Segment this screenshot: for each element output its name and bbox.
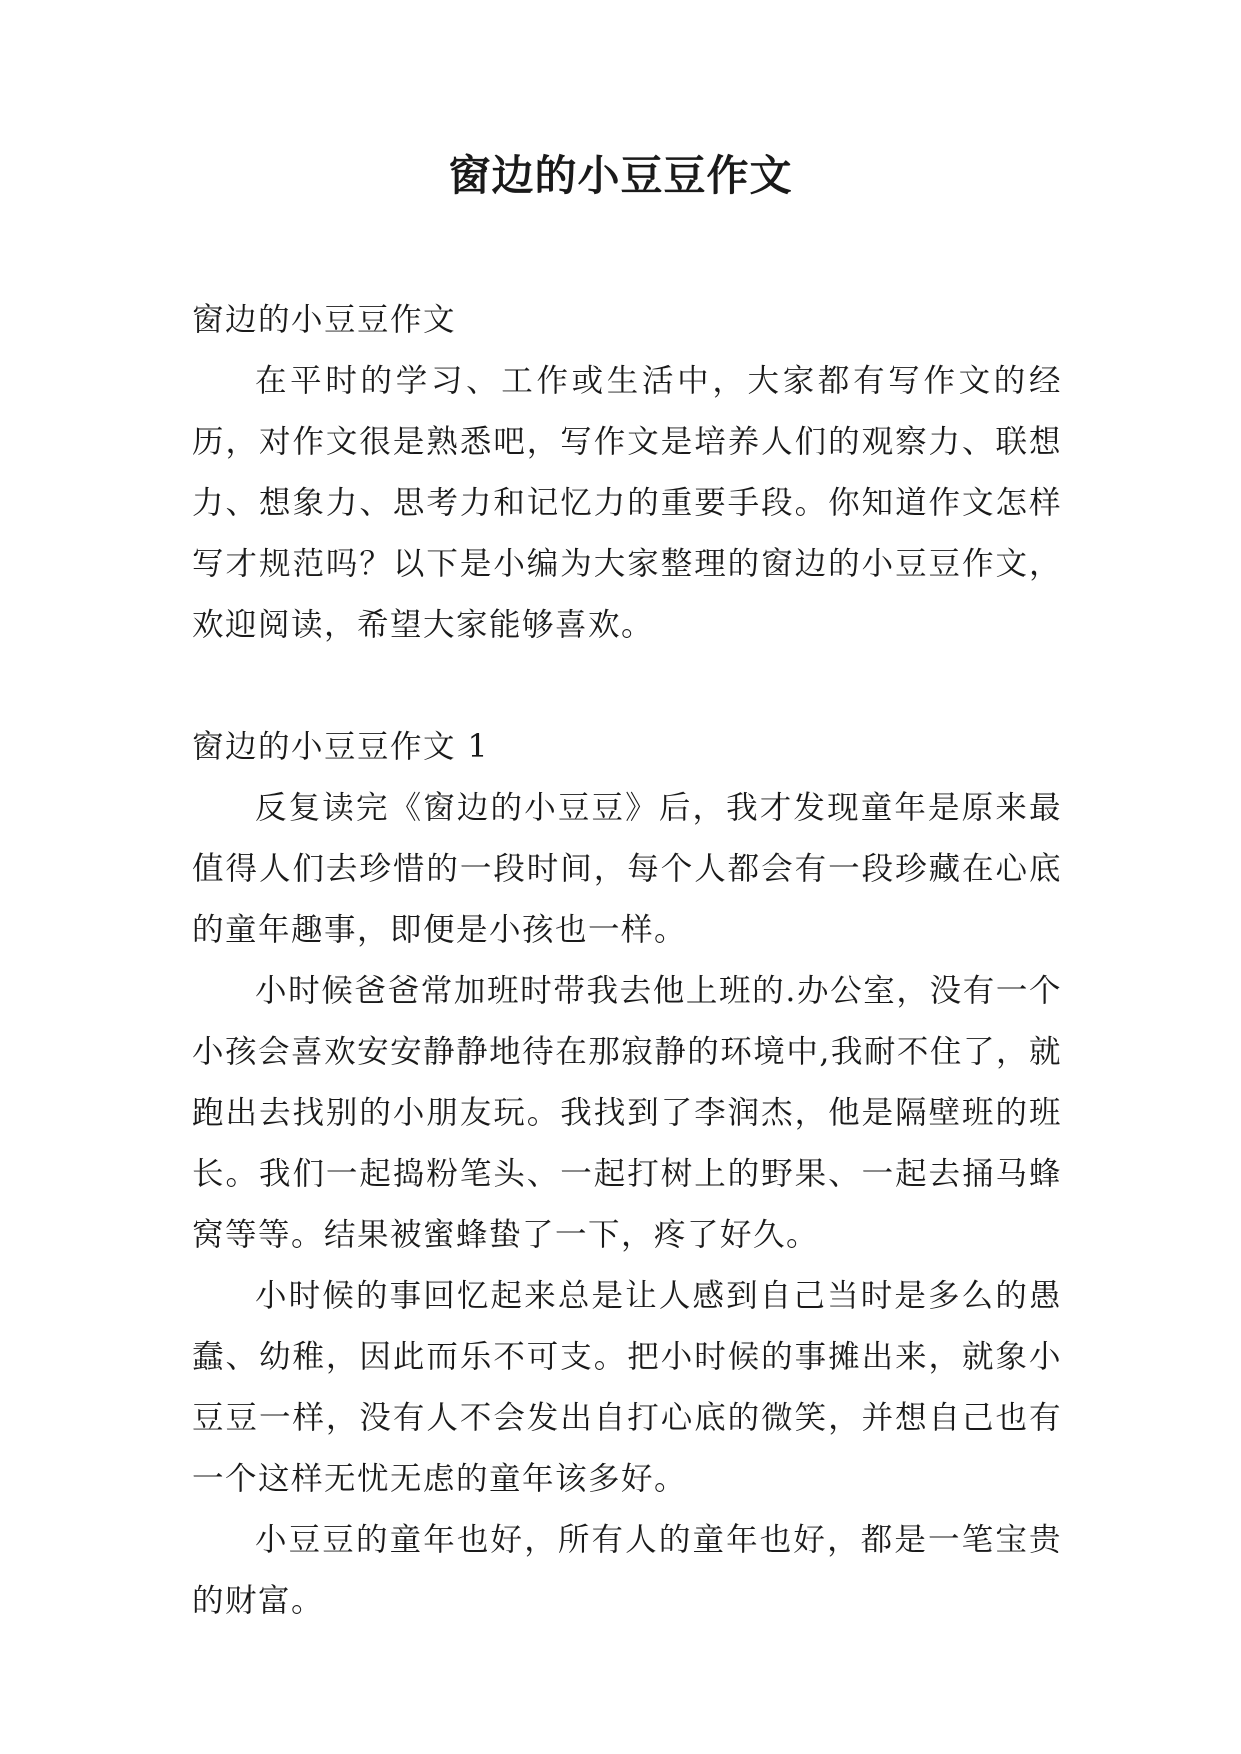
intro-heading: 窗边的小豆豆作文 (192, 302, 457, 338)
essay1-paragraph: 反复读完《窗边的小豆豆》后，我才发现童年是原来最值得人们去珍惜的一段时间，每个人都会有一段珍藏在心底的童年趣事，即便是小孩也一样。 (192, 790, 1062, 948)
essay1-paragraph: 小时候爸爸常加班时带我去他上班的.办公室，没有一个小孩会喜欢安安静静地待在那寂静的环境中,我耐不住了，就跑出去找别的小朋友玩。我找到了李润杰，他是隔壁班的班长。我们一起捣粉笔头、一起打树上的野果、一起去捅马蜂窝等等。结果被蜜蜂蛰了一下，疼了好久。 (192, 973, 1062, 1253)
essay1-paragraph: 小豆豆的童年也好，所有人的童年也好，都是一笔宝贵的财富。 (192, 1522, 1062, 1619)
document-body (192, 290, 1062, 1632)
section-spacer (192, 656, 1062, 717)
essay1-paragraph: 小时候的事回忆起来总是让人感到自己当时是多么的愚蠢、幼稚，因此而乐不可支。把小时候的事摊出来，就象小豆豆一样，没有人不会发出自打心底的微笑，并想自己也有一个这样无忧无虑的童年该多好。 (192, 1278, 1062, 1497)
essay1-heading: 窗边的小豆豆作文 1 (192, 729, 490, 765)
intro-paragraph: 在平时的学习、工作或生活中，大家都有写作文的经历，对作文很是熟悉吧，写作文是培养人们的观察力、联想力、想象力、思考力和记忆力的重要手段。你知道作文怎样写才规范吗？以下是小编为大家整理的窗边的小豆豆作文，欢迎阅读，希望大家能够喜欢。 (192, 363, 1062, 643)
document-title: 窗边的小豆豆作文 (448, 151, 793, 200)
